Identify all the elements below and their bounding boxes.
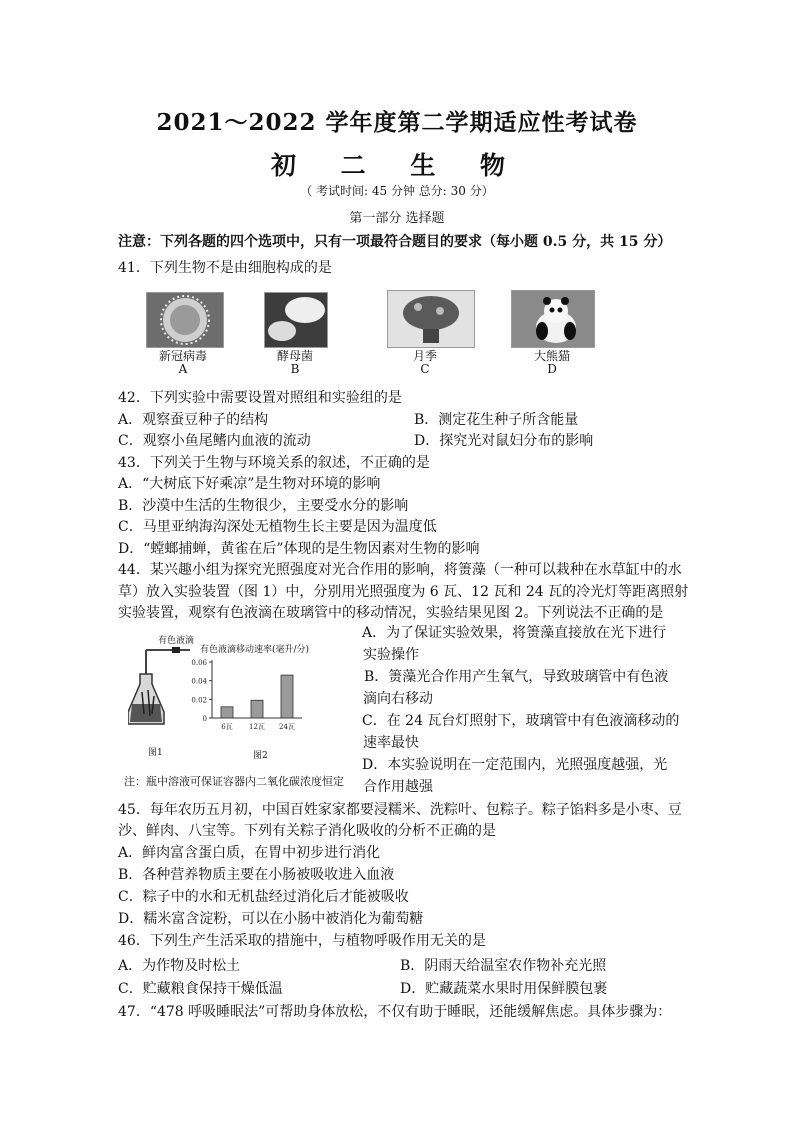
q45-option-c: C．粽子中的水和无机盐经过消化后才能被吸收: [118, 889, 409, 905]
exam-info: （ 考试时间: 45 分钟 总分: 30 分）: [300, 184, 494, 198]
exam-title: 2021～2022 学年度第二学期适应性考试卷: [156, 109, 638, 136]
q46-stem: 46．下列生产生活采取的措施中，与植物呼吸作用无关的是: [118, 933, 486, 949]
panda-image: [511, 290, 595, 348]
q44-stem-2: 草）放入实验装置（图 1）中，分别用光照强度为 6 瓦、12 瓦和 24 瓦的冷光灯等距离照射: [118, 584, 689, 600]
q41-letter-a: A: [178, 362, 188, 376]
q46-option-b: B．阴雨天给温室农作物补充光照: [400, 958, 607, 974]
bar: [221, 707, 233, 718]
q44-option-c-line1: C．在 24 瓦台灯照射下，玻璃管中有色液滴移动的: [362, 713, 680, 729]
y-tick-label: 0: [202, 715, 207, 723]
q41-stem: 41．下列生物不是由细胞构成的是: [118, 260, 332, 276]
exam-subject: 初 二 生 物: [270, 151, 524, 180]
q44-option-a-line1: A．为了保证实验效果，将箦藻直接放在光下进行: [362, 625, 667, 641]
chart-title: 有色液滴移动速率(毫升/分): [200, 645, 310, 655]
q44-option-d-line2: 合作用越强: [363, 779, 433, 795]
bar: [251, 700, 263, 718]
q42-option-a: A．观察蚕豆种子的结构: [118, 412, 269, 428]
x-tick-label: 6瓦: [221, 723, 233, 731]
q42-option-b: B．测定花生种子所含能量: [414, 412, 579, 428]
q43-option-a: A．“大树底下好乘凉”是生物对环境的影响: [118, 476, 381, 492]
q45-stem-1: 45．每年农历五月初，中国百姓家家都要浸糯米、洗粽叶、包粽子。粽子馅料多是小枣、豆: [118, 802, 682, 818]
fig2-caption: 图2: [253, 751, 268, 761]
x-tick-label: 24瓦: [279, 723, 295, 731]
q42-stem: 42．下列实验中需要设置对照组和实验组的是: [118, 390, 402, 406]
q45-option-d: D．糯米富含淀粉，可以在小肠中被消化为葡萄糖: [118, 911, 424, 927]
q42-option-c: C．观察小鱼尾鳍内血液的流动: [118, 433, 311, 449]
q41-name-b: 酵母菌: [276, 349, 313, 363]
q42-option-d: D．探究光对鼠妇分布的影响: [414, 433, 594, 449]
q46-option-c: C．贮藏粮食保持干燥低温: [118, 981, 283, 997]
q45-option-a: A．鲜肉富含蛋白质，在胃中初步进行消化: [118, 845, 381, 861]
q43-option-c: C．马里亚纳海沟深处无植物生长主要是因为温度低: [118, 519, 437, 535]
x-tick-label: 12瓦: [249, 723, 265, 731]
q45-stem-2: 沙、鲜肉、八宝等。下列有关粽子消化吸收的分析不正确的是: [118, 823, 496, 839]
q41-letter-d: D: [547, 362, 557, 376]
q41-letter-c: C: [420, 362, 430, 376]
q41-caption-b: [250, 350, 340, 376]
q43-option-d: D．“螳螂捕蝉，黄雀在后”体现的是生物因素对生物的影响: [118, 541, 480, 557]
q45-option-b: B．各种营养物质主要在小肠被吸收进入血液: [118, 867, 395, 883]
rose-image: [387, 290, 475, 348]
instructions-note: 注意：下列各题的四个选项中，只有一项最符合题目的要求（每小题 0.5 分，共 15 分）: [118, 234, 672, 250]
fig1-caption: 图1: [148, 748, 163, 758]
q47-stem: 47．“478 呼吸睡眠法”可帮助身体放松，不仅有助于睡眠，还能缓解焦虑。具体步骤为：: [118, 1004, 672, 1020]
q41-name-d: 大熊猫: [533, 349, 570, 363]
y-tick-label: 0.06: [191, 659, 207, 667]
y-tick-label: 0.04: [191, 677, 207, 686]
y-tick-label: 0.02: [191, 696, 207, 705]
yeast-icon: [265, 293, 327, 347]
panda-icon: [512, 291, 594, 347]
q43-option-b: B．沙漠中生活的生物很少，主要受水分的影响: [118, 498, 409, 514]
part-heading: 第一部分 选择题: [349, 211, 445, 226]
q44-option-b-line1: B．箦藻光合作用产生氧气，导致玻璃管中有色液: [364, 669, 669, 685]
virus-image: [146, 292, 224, 348]
bar-chart: [188, 654, 308, 738]
virus-icon: [147, 293, 223, 347]
q41-caption-a: [138, 350, 228, 376]
q44-option-b-line2: 滴向右移动: [363, 691, 433, 707]
q41-caption-c: [380, 350, 470, 376]
fig1-droplet-label: 有色液滴: [158, 636, 195, 646]
q44-stem-1: 44．某兴趣小组为探究光照强度对光合作用的影响，将箦藻（一种可以栽种在水草缸中的水: [118, 562, 682, 578]
q44-option-d-line1: D．本实验说明在一定范围内，光照强度越强，光: [362, 757, 668, 773]
q46-option-d: D．贮藏蔬菜水果时用保鲜膜包裹: [400, 981, 608, 997]
q41-name-c: 月季: [412, 349, 437, 363]
q41-name-a: 新冠病毒: [158, 349, 207, 363]
bar: [281, 675, 293, 718]
rose-plant-icon: [388, 291, 474, 347]
q44-stem-3: 实验装置，观察有色液滴在玻璃管中的移动情况，实验结果见图 2。下列说法不正确的是: [118, 605, 664, 621]
q44-option-a-line2: 实验操作: [363, 647, 419, 663]
q41-letter-b: B: [290, 362, 300, 376]
q43-stem: 43．下列关于生物与环境关系的叙述，不正确的是: [118, 455, 430, 471]
q44-option-c-line2: 速率最快: [363, 735, 419, 751]
fig-note: 注：瓶中溶液可保证容器内二氧化碳浓度恒定: [124, 775, 344, 788]
q41-caption-d: [507, 350, 597, 376]
q46-option-a: A．为作物及时松土: [118, 958, 241, 974]
yeast-image: [264, 292, 328, 348]
